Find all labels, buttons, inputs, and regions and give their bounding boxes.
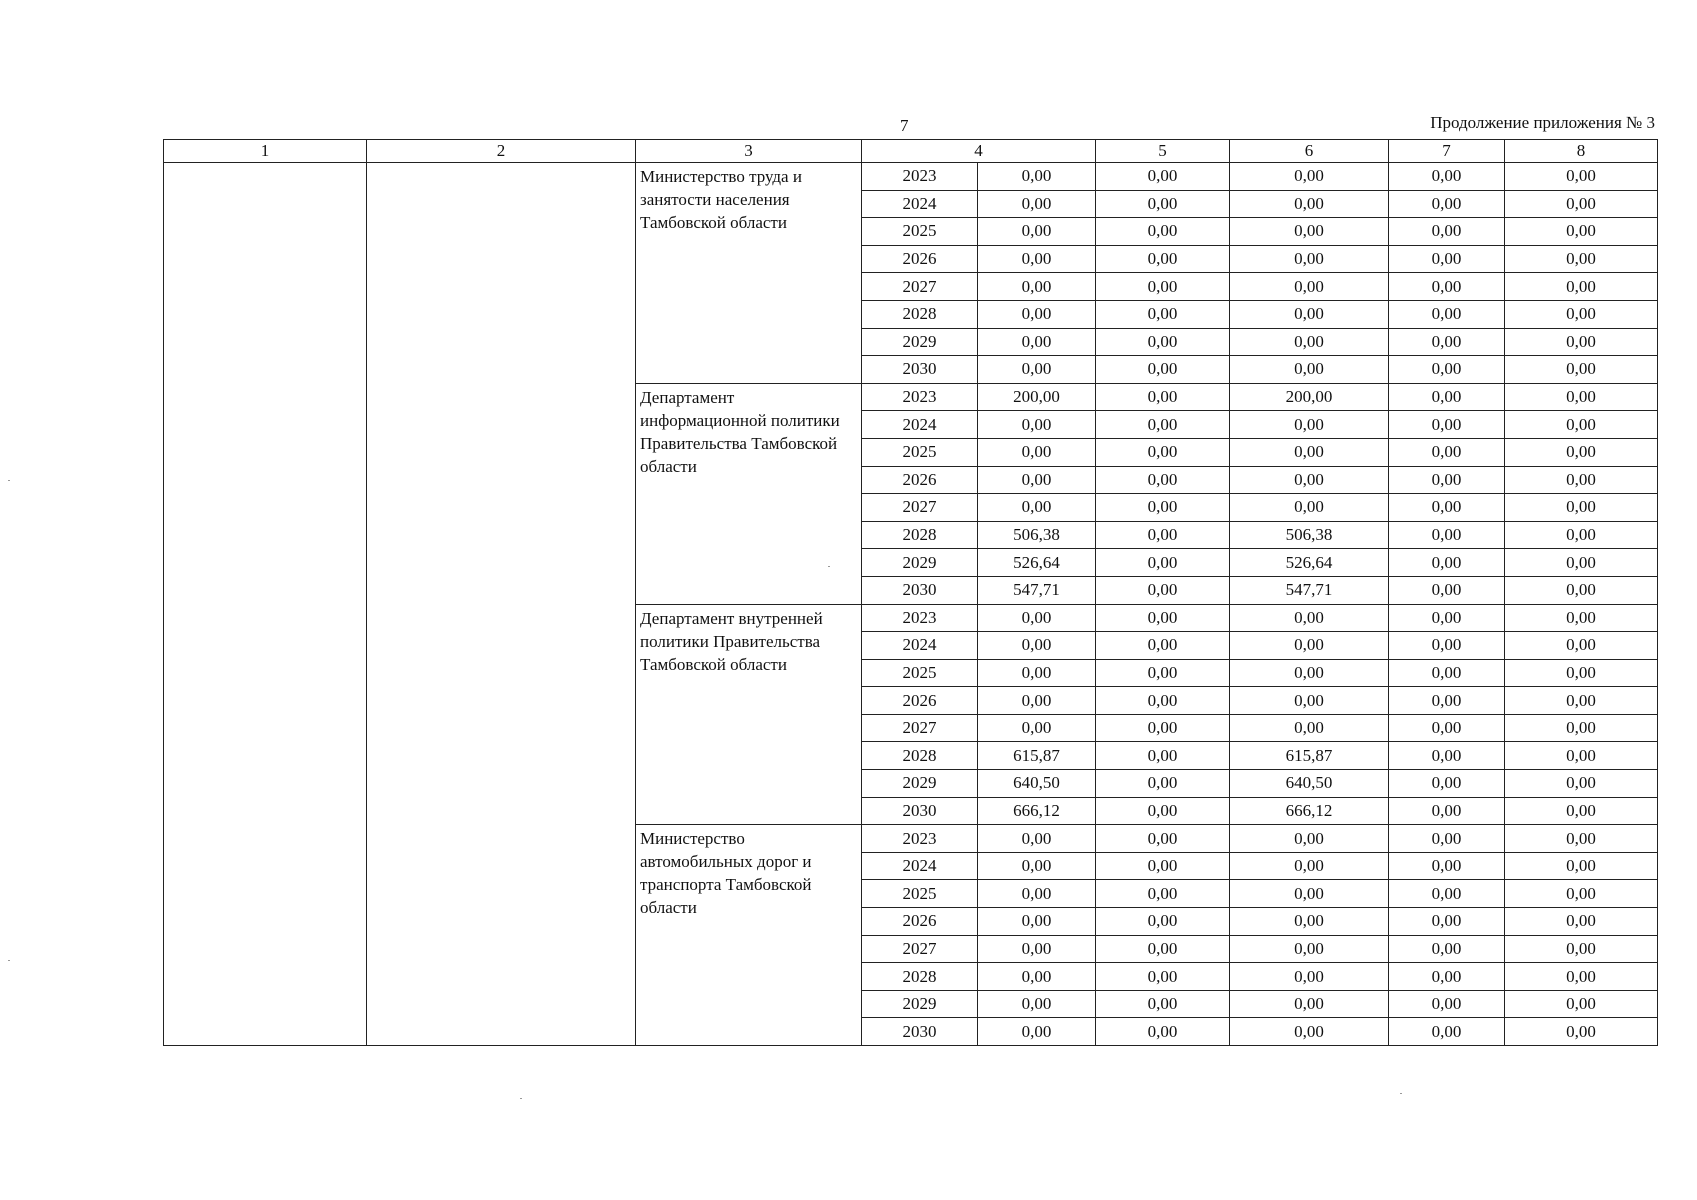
col5-value: 0,00 bbox=[1096, 521, 1230, 549]
col6-value: 0,00 bbox=[1230, 438, 1389, 466]
col4-value: 0,00 bbox=[978, 411, 1096, 439]
col6-value: 0,00 bbox=[1230, 1018, 1389, 1046]
col8-value: 0,00 bbox=[1505, 466, 1658, 494]
col4-value: 666,12 bbox=[978, 797, 1096, 825]
col5-value: 0,00 bbox=[1096, 411, 1230, 439]
col7-value: 0,00 bbox=[1389, 383, 1505, 411]
col6-value: 0,00 bbox=[1230, 411, 1389, 439]
col5-value: 0,00 bbox=[1096, 687, 1230, 715]
col5-value: 0,00 bbox=[1096, 300, 1230, 328]
col6-value: 0,00 bbox=[1230, 163, 1389, 191]
header-col-8: 8 bbox=[1505, 140, 1658, 163]
year-cell: 2027 bbox=[862, 714, 978, 742]
col7-value: 0,00 bbox=[1389, 438, 1505, 466]
col4-value: 547,71 bbox=[978, 576, 1096, 604]
col7-value: 0,00 bbox=[1389, 273, 1505, 301]
year-cell: 2023 bbox=[862, 163, 978, 191]
col6-value: 0,00 bbox=[1230, 218, 1389, 246]
scan-speck bbox=[8, 960, 10, 961]
organization-cell: Департамент внутренней политики Правительства Тамбовской области bbox=[636, 604, 862, 825]
year-cell: 2029 bbox=[862, 549, 978, 577]
table-row bbox=[164, 163, 1658, 191]
col6-value: 0,00 bbox=[1230, 328, 1389, 356]
year-cell: 2028 bbox=[862, 521, 978, 549]
year-cell: 2025 bbox=[862, 880, 978, 908]
year-cell: 2029 bbox=[862, 328, 978, 356]
col8-value: 0,00 bbox=[1505, 190, 1658, 218]
col5-value: 0,00 bbox=[1096, 163, 1230, 191]
col7-value: 0,00 bbox=[1389, 245, 1505, 273]
col7-value: 0,00 bbox=[1389, 300, 1505, 328]
header-col-6: 6 bbox=[1230, 140, 1389, 163]
scan-speck bbox=[1400, 1093, 1402, 1094]
col5-value: 0,00 bbox=[1096, 908, 1230, 936]
year-cell: 2030 bbox=[862, 576, 978, 604]
col4-value: 0,00 bbox=[978, 880, 1096, 908]
year-cell: 2028 bbox=[862, 300, 978, 328]
continuation-label: Продолжение приложения № 3 bbox=[1430, 113, 1655, 132]
year-cell: 2027 bbox=[862, 273, 978, 301]
col4-value: 0,00 bbox=[978, 356, 1096, 384]
col6-value: 0,00 bbox=[1230, 880, 1389, 908]
col5-value: 0,00 bbox=[1096, 797, 1230, 825]
year-cell: 2024 bbox=[862, 852, 978, 880]
col7-value: 0,00 bbox=[1389, 797, 1505, 825]
year-cell: 2026 bbox=[862, 687, 978, 715]
col6-value: 0,00 bbox=[1230, 825, 1389, 853]
col4-value: 506,38 bbox=[978, 521, 1096, 549]
table-body bbox=[164, 140, 1658, 1046]
col6-value: 0,00 bbox=[1230, 245, 1389, 273]
col7-value: 0,00 bbox=[1389, 494, 1505, 522]
col7-value: 0,00 bbox=[1389, 632, 1505, 660]
col8-value: 0,00 bbox=[1505, 356, 1658, 384]
page-number: 7 bbox=[900, 116, 909, 135]
col6-value: 0,00 bbox=[1230, 300, 1389, 328]
scan-speck bbox=[520, 1098, 522, 1099]
col5-value: 0,00 bbox=[1096, 742, 1230, 770]
col8-value: 0,00 bbox=[1505, 494, 1658, 522]
year-cell: 2025 bbox=[862, 438, 978, 466]
col6-value: 0,00 bbox=[1230, 714, 1389, 742]
col6-value: 0,00 bbox=[1230, 908, 1389, 936]
col7-value: 0,00 bbox=[1389, 328, 1505, 356]
col4-value: 0,00 bbox=[978, 245, 1096, 273]
year-cell: 2027 bbox=[862, 935, 978, 963]
col6-value: 0,00 bbox=[1230, 687, 1389, 715]
col5-value: 0,00 bbox=[1096, 328, 1230, 356]
col5-value: 0,00 bbox=[1096, 466, 1230, 494]
col4-value: 0,00 bbox=[978, 632, 1096, 660]
year-cell: 2026 bbox=[862, 908, 978, 936]
col8-value: 0,00 bbox=[1505, 880, 1658, 908]
col7-value: 0,00 bbox=[1389, 659, 1505, 687]
col7-value: 0,00 bbox=[1389, 825, 1505, 853]
col5-value: 0,00 bbox=[1096, 245, 1230, 273]
col4-value: 615,87 bbox=[978, 742, 1096, 770]
col5-value: 0,00 bbox=[1096, 576, 1230, 604]
col7-value: 0,00 bbox=[1389, 770, 1505, 798]
col8-value: 0,00 bbox=[1505, 273, 1658, 301]
col7-value: 0,00 bbox=[1389, 218, 1505, 246]
col7-value: 0,00 bbox=[1389, 1018, 1505, 1046]
organization-cell: Министерство труда и занятости населения Тамбовской области bbox=[636, 163, 862, 384]
col5-value: 0,00 bbox=[1096, 963, 1230, 991]
col6-value: 506,38 bbox=[1230, 521, 1389, 549]
col7-value: 0,00 bbox=[1389, 521, 1505, 549]
col4-value: 0,00 bbox=[978, 273, 1096, 301]
col4-value: 0,00 bbox=[978, 963, 1096, 991]
col8-value: 0,00 bbox=[1505, 659, 1658, 687]
col8-value: 0,00 bbox=[1505, 908, 1658, 936]
col7-value: 0,00 bbox=[1389, 852, 1505, 880]
year-cell: 2026 bbox=[862, 466, 978, 494]
col7-value: 0,00 bbox=[1389, 687, 1505, 715]
blank-col-2 bbox=[367, 163, 636, 1046]
year-cell: 2029 bbox=[862, 990, 978, 1018]
col4-value: 200,00 bbox=[978, 383, 1096, 411]
col5-value: 0,00 bbox=[1096, 632, 1230, 660]
col8-value: 0,00 bbox=[1505, 521, 1658, 549]
col6-value: 200,00 bbox=[1230, 383, 1389, 411]
year-cell: 2024 bbox=[862, 190, 978, 218]
col6-value: 0,00 bbox=[1230, 494, 1389, 522]
scan-speck bbox=[8, 480, 10, 481]
col5-value: 0,00 bbox=[1096, 438, 1230, 466]
col5-value: 0,00 bbox=[1096, 1018, 1230, 1046]
col6-value: 0,00 bbox=[1230, 190, 1389, 218]
year-cell: 2030 bbox=[862, 1018, 978, 1046]
year-cell: 2029 bbox=[862, 770, 978, 798]
col5-value: 0,00 bbox=[1096, 494, 1230, 522]
col4-value: 0,00 bbox=[978, 825, 1096, 853]
col7-value: 0,00 bbox=[1389, 742, 1505, 770]
col8-value: 0,00 bbox=[1505, 604, 1658, 632]
col4-value: 0,00 bbox=[978, 990, 1096, 1018]
col8-value: 0,00 bbox=[1505, 632, 1658, 660]
header-col-2: 2 bbox=[367, 140, 636, 163]
year-cell: 2024 bbox=[862, 632, 978, 660]
col4-value: 526,64 bbox=[978, 549, 1096, 577]
col7-value: 0,00 bbox=[1389, 604, 1505, 632]
col7-value: 0,00 bbox=[1389, 466, 1505, 494]
col7-value: 0,00 bbox=[1389, 163, 1505, 191]
col8-value: 0,00 bbox=[1505, 935, 1658, 963]
col8-value: 0,00 bbox=[1505, 245, 1658, 273]
col8-value: 0,00 bbox=[1505, 770, 1658, 798]
col8-value: 0,00 bbox=[1505, 1018, 1658, 1046]
year-cell: 2023 bbox=[862, 383, 978, 411]
col4-value: 640,50 bbox=[978, 770, 1096, 798]
col6-value: 0,00 bbox=[1230, 604, 1389, 632]
col4-value: 0,00 bbox=[978, 935, 1096, 963]
col8-value: 0,00 bbox=[1505, 163, 1658, 191]
col8-value: 0,00 bbox=[1505, 797, 1658, 825]
col5-value: 0,00 bbox=[1096, 825, 1230, 853]
col4-value: 0,00 bbox=[978, 908, 1096, 936]
budget-table bbox=[163, 139, 1658, 1046]
col7-value: 0,00 bbox=[1389, 411, 1505, 439]
col5-value: 0,00 bbox=[1096, 549, 1230, 577]
year-cell: 2025 bbox=[862, 659, 978, 687]
col7-value: 0,00 bbox=[1389, 908, 1505, 936]
col8-value: 0,00 bbox=[1505, 852, 1658, 880]
year-cell: 2030 bbox=[862, 356, 978, 384]
col7-value: 0,00 bbox=[1389, 549, 1505, 577]
organization-cell: Департамент информационной политики Правительства Тамбовской области bbox=[636, 383, 862, 604]
col8-value: 0,00 bbox=[1505, 383, 1658, 411]
col7-value: 0,00 bbox=[1389, 990, 1505, 1018]
col4-value: 0,00 bbox=[978, 659, 1096, 687]
col4-value: 0,00 bbox=[978, 1018, 1096, 1046]
col5-value: 0,00 bbox=[1096, 935, 1230, 963]
col6-value: 0,00 bbox=[1230, 273, 1389, 301]
col4-value: 0,00 bbox=[978, 852, 1096, 880]
col7-value: 0,00 bbox=[1389, 576, 1505, 604]
col8-value: 0,00 bbox=[1505, 742, 1658, 770]
col7-value: 0,00 bbox=[1389, 880, 1505, 908]
col4-value: 0,00 bbox=[978, 714, 1096, 742]
col4-value: 0,00 bbox=[978, 190, 1096, 218]
col6-value: 0,00 bbox=[1230, 466, 1389, 494]
col8-value: 0,00 bbox=[1505, 990, 1658, 1018]
year-cell: 2024 bbox=[862, 411, 978, 439]
col6-value: 0,00 bbox=[1230, 632, 1389, 660]
col5-value: 0,00 bbox=[1096, 880, 1230, 908]
col6-value: 0,00 bbox=[1230, 659, 1389, 687]
col8-value: 0,00 bbox=[1505, 300, 1658, 328]
col4-value: 0,00 bbox=[978, 604, 1096, 632]
col8-value: 0,00 bbox=[1505, 714, 1658, 742]
year-cell: 2023 bbox=[862, 825, 978, 853]
col8-value: 0,00 bbox=[1505, 687, 1658, 715]
col4-value: 0,00 bbox=[978, 300, 1096, 328]
col6-value: 0,00 bbox=[1230, 356, 1389, 384]
col8-value: 0,00 bbox=[1505, 218, 1658, 246]
year-cell: 2023 bbox=[862, 604, 978, 632]
col7-value: 0,00 bbox=[1389, 190, 1505, 218]
col4-value: 0,00 bbox=[978, 218, 1096, 246]
year-cell: 2028 bbox=[862, 742, 978, 770]
blank-col-1 bbox=[164, 163, 367, 1046]
col6-value: 0,00 bbox=[1230, 963, 1389, 991]
year-cell: 2025 bbox=[862, 218, 978, 246]
col8-value: 0,00 bbox=[1505, 411, 1658, 439]
scan-speck bbox=[828, 566, 830, 567]
col5-value: 0,00 bbox=[1096, 659, 1230, 687]
col4-value: 0,00 bbox=[978, 494, 1096, 522]
col4-value: 0,00 bbox=[978, 328, 1096, 356]
col6-value: 666,12 bbox=[1230, 797, 1389, 825]
col5-value: 0,00 bbox=[1096, 852, 1230, 880]
header-col-4: 4 bbox=[862, 140, 1096, 163]
col4-value: 0,00 bbox=[978, 163, 1096, 191]
organization-cell: Министерство автомобильных дорог и транспорта Тамбовской области bbox=[636, 825, 862, 1046]
header-row bbox=[164, 140, 1658, 163]
col7-value: 0,00 bbox=[1389, 714, 1505, 742]
col8-value: 0,00 bbox=[1505, 328, 1658, 356]
col5-value: 0,00 bbox=[1096, 218, 1230, 246]
col5-value: 0,00 bbox=[1096, 604, 1230, 632]
header-col-5: 5 bbox=[1096, 140, 1230, 163]
col8-value: 0,00 bbox=[1505, 438, 1658, 466]
col8-value: 0,00 bbox=[1505, 576, 1658, 604]
col7-value: 0,00 bbox=[1389, 935, 1505, 963]
col6-value: 615,87 bbox=[1230, 742, 1389, 770]
header-col-7: 7 bbox=[1389, 140, 1505, 163]
col6-value: 547,71 bbox=[1230, 576, 1389, 604]
col5-value: 0,00 bbox=[1096, 190, 1230, 218]
col4-value: 0,00 bbox=[978, 687, 1096, 715]
col5-value: 0,00 bbox=[1096, 990, 1230, 1018]
col8-value: 0,00 bbox=[1505, 825, 1658, 853]
col6-value: 640,50 bbox=[1230, 770, 1389, 798]
year-cell: 2027 bbox=[862, 494, 978, 522]
header-col-3: 3 bbox=[636, 140, 862, 163]
year-cell: 2030 bbox=[862, 797, 978, 825]
col6-value: 526,64 bbox=[1230, 549, 1389, 577]
col7-value: 0,00 bbox=[1389, 356, 1505, 384]
col5-value: 0,00 bbox=[1096, 273, 1230, 301]
col4-value: 0,00 bbox=[978, 466, 1096, 494]
col7-value: 0,00 bbox=[1389, 963, 1505, 991]
col4-value: 0,00 bbox=[978, 438, 1096, 466]
col6-value: 0,00 bbox=[1230, 852, 1389, 880]
year-cell: 2026 bbox=[862, 245, 978, 273]
header-col-1: 1 bbox=[164, 140, 367, 163]
col8-value: 0,00 bbox=[1505, 549, 1658, 577]
col8-value: 0,00 bbox=[1505, 963, 1658, 991]
col5-value: 0,00 bbox=[1096, 356, 1230, 384]
col6-value: 0,00 bbox=[1230, 990, 1389, 1018]
col6-value: 0,00 bbox=[1230, 935, 1389, 963]
col5-value: 0,00 bbox=[1096, 770, 1230, 798]
col5-value: 0,00 bbox=[1096, 714, 1230, 742]
year-cell: 2028 bbox=[862, 963, 978, 991]
col5-value: 0,00 bbox=[1096, 383, 1230, 411]
